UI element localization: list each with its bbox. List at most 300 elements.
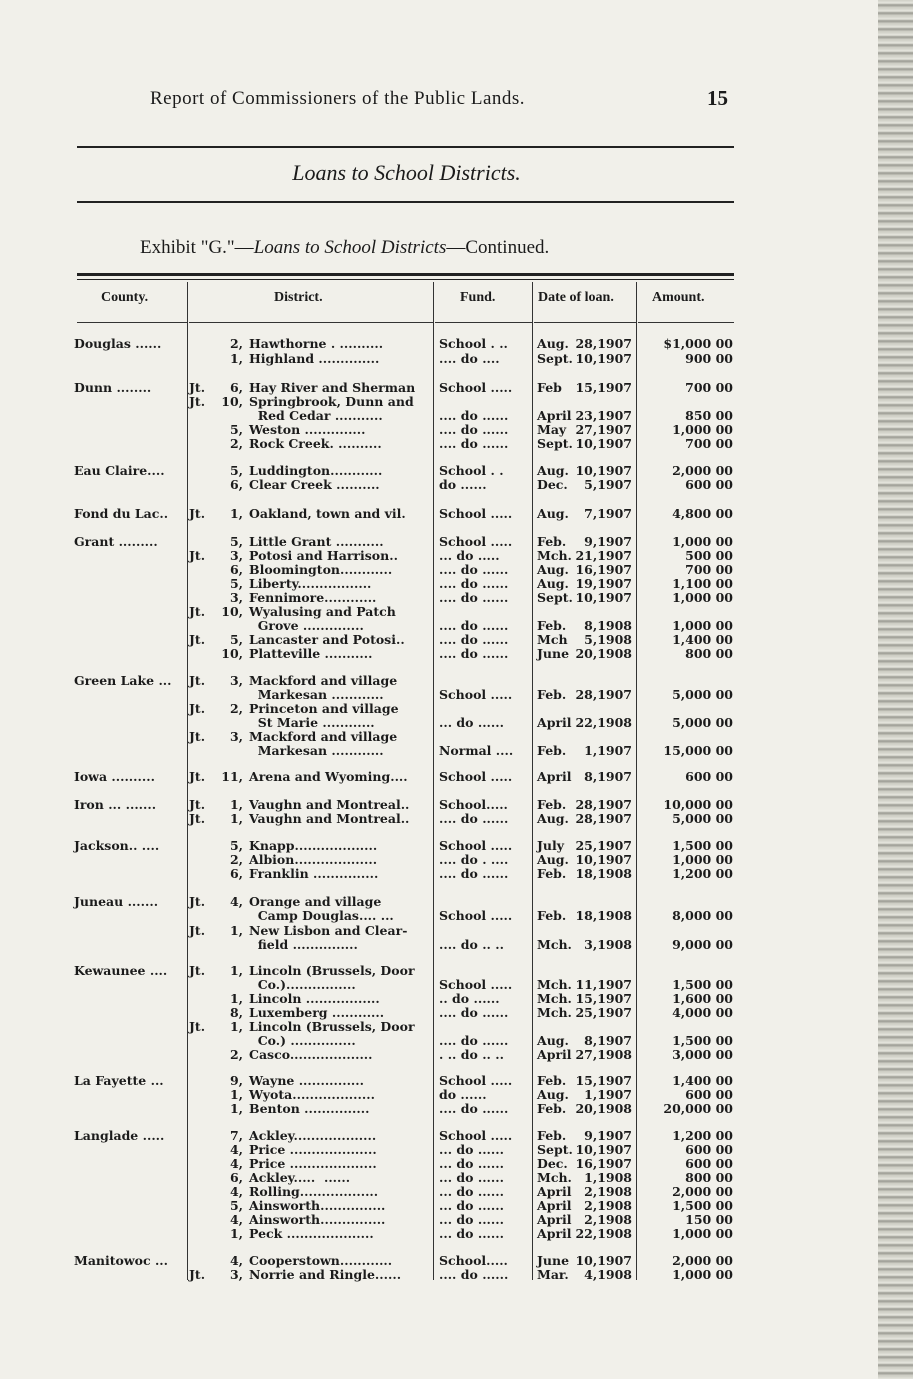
loan-month: Feb. — [537, 1128, 567, 1143]
loan-day-year: 2,1908 — [584, 1184, 632, 1199]
county-cell: Eau Claire.... — [74, 463, 165, 478]
amount-cell: 800 00 — [685, 1170, 733, 1185]
district-number: 5, — [229, 534, 243, 549]
loan-month: Feb. — [537, 797, 567, 812]
header-underline-district — [189, 322, 433, 323]
loan-day-year: 10,1907 — [575, 1142, 632, 1157]
district-number: 4, — [229, 1212, 243, 1227]
district-number: 5, — [229, 838, 243, 853]
district-number: 2, — [229, 436, 243, 451]
district-name: Knapp................... — [249, 838, 378, 853]
loan-day-year: 21,1907 — [575, 548, 632, 563]
district-number: 8, — [229, 1005, 243, 1020]
district-name: Grove .............. — [249, 618, 364, 633]
district-name: Orange and village — [249, 894, 382, 909]
loan-day-year: 22,1908 — [575, 1226, 632, 1241]
loan-month: Mch — [537, 632, 568, 647]
loan-day-year: 1,1907 — [584, 1087, 632, 1102]
loan-day-year: 28,1907 — [575, 336, 632, 351]
loan-month: Aug. — [537, 463, 569, 478]
district-name: Wyota................... — [249, 1087, 375, 1102]
district-name: Potosi and Harrison.. — [249, 548, 398, 563]
amount-cell: 1,100 00 — [672, 576, 733, 591]
district-name: Highland .............. — [249, 351, 380, 366]
district-name: Arena and Wyoming.... — [249, 769, 408, 784]
amount-cell: 4,800 00 — [672, 506, 733, 521]
book-page-edge — [878, 0, 913, 1379]
county-cell: La Fayette ... — [74, 1073, 164, 1088]
loan-month: Sept. — [537, 436, 573, 451]
amount-cell: 1,400 00 — [672, 632, 733, 647]
amount-cell: 3,000 00 — [672, 1047, 733, 1062]
loan-month: Mch. — [537, 977, 572, 992]
joint-marker: Jt. — [189, 797, 206, 812]
fund-cell: .... do ...... — [439, 1033, 509, 1048]
amount-cell: 1,200 00 — [672, 1128, 733, 1143]
district-number: 4, — [229, 1156, 243, 1171]
loan-day-year: 27,1908 — [575, 1047, 632, 1062]
county-cell: Iowa .......... — [74, 769, 155, 784]
header-underline-fund — [435, 322, 532, 323]
district-number: 10, — [221, 646, 243, 661]
loan-day-year: 7,1907 — [584, 506, 632, 521]
header-underline-amount — [638, 322, 734, 323]
district-number: 1, — [229, 963, 243, 978]
district-name: Mackford and village — [249, 673, 398, 688]
exhibit-suffix: —Continued. — [446, 237, 550, 258]
loan-month: April — [537, 1184, 572, 1199]
district-name: Franklin ............... — [249, 866, 379, 881]
loan-day-year: 2,1908 — [584, 1198, 632, 1213]
loan-month: Mch. — [537, 1005, 572, 1020]
district-number: 3, — [229, 1267, 243, 1282]
loan-day-year: 1,1908 — [584, 1170, 632, 1185]
loan-day-year: 16,1907 — [575, 1156, 632, 1171]
district-number: 4, — [229, 894, 243, 909]
fund-cell: ... do ...... — [439, 1198, 504, 1213]
fund-cell: School ..... — [439, 380, 513, 395]
district-name: St Marie ............ — [249, 715, 375, 730]
loan-month: Aug. — [537, 576, 569, 591]
district-name: field ............... — [249, 937, 358, 952]
loan-month: Sept. — [537, 351, 573, 366]
district-number: 7, — [229, 1128, 243, 1143]
district-number: 2, — [229, 701, 243, 716]
loan-day-year: 16,1907 — [575, 562, 632, 577]
loan-day-year: 5,1908 — [584, 632, 632, 647]
exhibit-title — [140, 237, 549, 259]
loan-month: July — [537, 838, 565, 853]
fund-cell: .... do ...... — [439, 1101, 509, 1116]
fund-cell: ... do ...... — [439, 715, 504, 730]
district-number: 4, — [229, 1142, 243, 1157]
joint-marker: Jt. — [189, 673, 206, 688]
loan-day-year: 10,1907 — [575, 590, 632, 605]
district-name: Mackford and village — [249, 729, 398, 744]
district-number: 3, — [229, 729, 243, 744]
loan-month: Feb — [537, 380, 562, 395]
district-number: 1, — [229, 811, 243, 826]
loan-day-year: 15,1907 — [575, 1073, 632, 1088]
fund-cell: .... do ...... — [439, 1267, 509, 1282]
fund-cell: School . .. — [439, 336, 508, 351]
loan-month: Dec. — [537, 1156, 568, 1171]
loan-month: Aug. — [537, 1087, 569, 1102]
amount-cell: 600 00 — [685, 1142, 733, 1157]
amount-cell: 600 00 — [685, 1087, 733, 1102]
joint-marker: Jt. — [189, 506, 206, 521]
fund-cell: ... do ...... — [439, 1142, 504, 1157]
amount-cell: 900 00 — [685, 351, 733, 366]
loan-month: April — [537, 408, 572, 423]
district-number: 6, — [229, 380, 243, 395]
district-number: 2, — [229, 1047, 243, 1062]
loan-day-year: 20,1908 — [575, 646, 632, 661]
district-name: Luddington............ — [249, 463, 383, 478]
joint-marker: Jt. — [189, 380, 206, 395]
loan-month: Feb. — [537, 866, 567, 881]
district-name: Norrie and Ringle...... — [249, 1267, 402, 1282]
fund-cell: School ..... — [439, 506, 513, 521]
fund-cell: .... do ...... — [439, 618, 509, 633]
loan-day-year: 10,1907 — [575, 351, 632, 366]
loan-day-year: 9,1907 — [584, 1128, 632, 1143]
district-name: Hawthorne . .......... — [249, 336, 384, 351]
amount-cell: 500 00 — [685, 548, 733, 563]
loan-day-year: 8,1907 — [584, 1033, 632, 1048]
loan-day-year: 9,1907 — [584, 534, 632, 549]
fund-cell: School ..... — [439, 1073, 513, 1088]
district-number: 1, — [229, 991, 243, 1006]
loan-month: Mch. — [537, 1170, 572, 1185]
loan-month: Feb. — [537, 687, 567, 702]
fund-cell: School..... — [439, 797, 508, 812]
loan-day-year: 10,1907 — [575, 463, 632, 478]
loan-month: April — [537, 1047, 572, 1062]
district-name: Liberty................. — [249, 576, 372, 591]
loan-month: Feb. — [537, 743, 567, 758]
loan-month: May — [537, 422, 567, 437]
joint-marker: Jt. — [189, 604, 206, 619]
district-name: Ainsworth............... — [249, 1198, 386, 1213]
fund-cell: School ..... — [439, 1128, 513, 1143]
county-cell: Grant ......... — [74, 534, 158, 549]
district-name: Clear Creek .......... — [249, 477, 380, 492]
district-number: 1, — [229, 1226, 243, 1241]
fund-cell: School ..... — [439, 838, 513, 853]
county-cell: Fond du Lac.. — [74, 506, 169, 521]
loan-month: April — [537, 715, 572, 730]
amount-cell: 2,000 00 — [672, 463, 733, 478]
county-cell: Green Lake ... — [74, 673, 172, 688]
fund-cell: School . . — [439, 463, 504, 478]
district-number: 1, — [229, 1019, 243, 1034]
county-cell: Langlade ..... — [74, 1128, 165, 1143]
amount-cell: 1,000 00 — [672, 422, 733, 437]
loan-day-year: 18,1908 — [575, 908, 632, 923]
amount-cell: 600 00 — [685, 1156, 733, 1171]
loan-month: Feb. — [537, 1073, 567, 1088]
loan-day-year: 20,1908 — [575, 1101, 632, 1116]
district-name: Lincoln ................. — [249, 991, 380, 1006]
district-name: Vaughn and Montreal.. — [249, 811, 410, 826]
district-name: Ackley..... ...... — [249, 1170, 351, 1185]
district-number: 1, — [229, 1101, 243, 1116]
district-name: Ainsworth............... — [249, 1212, 386, 1227]
amount-cell: 850 00 — [685, 408, 733, 423]
district-name: Cooperstown............ — [249, 1253, 393, 1268]
running-header: Report of Commissioners of the Public Lands. — [150, 88, 526, 109]
district-name: Hay River and Sherman — [249, 380, 416, 395]
loan-month: Feb. — [537, 534, 567, 549]
fund-cell: .... do ...... — [439, 576, 509, 591]
fund-cell: .... do ...... — [439, 811, 509, 826]
district-number: 1, — [229, 1087, 243, 1102]
loan-month: April — [537, 769, 572, 784]
fund-cell: Normal .... — [439, 743, 514, 758]
district-number: 6, — [229, 477, 243, 492]
fund-cell: ... do ..... — [439, 548, 500, 563]
loan-month: Aug. — [537, 1033, 569, 1048]
amount-cell: 10,000 00 — [663, 797, 733, 812]
loan-day-year: 1,1907 — [584, 743, 632, 758]
amount-cell: 600 00 — [685, 477, 733, 492]
col-header-county: County. — [101, 290, 149, 305]
fund-cell: .... do ...... — [439, 562, 509, 577]
amount-cell: 1,000 00 — [672, 1226, 733, 1241]
fund-cell: .... do .... — [439, 351, 500, 366]
amount-cell: 8,000 00 — [672, 908, 733, 923]
district-name: New Lisbon and Clear- — [249, 923, 408, 938]
county-cell: Manitowoc ... — [74, 1253, 169, 1268]
loan-month: Sept. — [537, 1142, 573, 1157]
joint-marker: Jt. — [189, 894, 206, 909]
fund-cell: . .. do .. .. — [439, 1047, 504, 1062]
amount-cell: 15,000 00 — [663, 743, 733, 758]
district-number: 5, — [229, 576, 243, 591]
fund-cell: .... do ...... — [439, 646, 509, 661]
district-number: 11, — [221, 769, 243, 784]
amount-cell: 4,000 00 — [672, 1005, 733, 1020]
district-name: Wayne ............... — [249, 1073, 364, 1088]
district-number: 6, — [229, 1170, 243, 1185]
joint-marker: Jt. — [189, 632, 206, 647]
fund-cell: School ..... — [439, 908, 513, 923]
district-name: Rock Creek. .......... — [249, 436, 382, 451]
district-number: 2, — [229, 336, 243, 351]
district-name: Weston .............. — [249, 422, 366, 437]
col-divider-3 — [532, 282, 533, 1280]
amount-cell: 1,000 00 — [672, 852, 733, 867]
fund-cell: do ...... — [439, 477, 487, 492]
amount-cell: 2,000 00 — [672, 1253, 733, 1268]
amount-cell: 800 00 — [685, 646, 733, 661]
district-number: 3, — [229, 673, 243, 688]
district-name: Camp Douglas.... ... — [249, 908, 394, 923]
col-divider-2 — [433, 282, 434, 1280]
amount-cell: 150 00 — [685, 1212, 733, 1227]
table-top-rule-thin — [77, 279, 734, 280]
fund-cell: .... do ...... — [439, 590, 509, 605]
loan-day-year: 28,1907 — [575, 797, 632, 812]
joint-marker: Jt. — [189, 394, 206, 409]
fund-cell: .... do . .... — [439, 852, 509, 867]
loan-month: Feb. — [537, 908, 567, 923]
fund-cell: .... do ...... — [439, 632, 509, 647]
county-cell: Dunn ........ — [74, 380, 152, 395]
district-number: 5, — [229, 1198, 243, 1213]
joint-marker: Jt. — [189, 729, 206, 744]
amount-cell: 5,000 00 — [672, 811, 733, 826]
joint-marker: Jt. — [189, 548, 206, 563]
district-number: 1, — [229, 506, 243, 521]
section-rule — [77, 201, 734, 203]
district-number: 1, — [229, 923, 243, 938]
fund-cell: School ..... — [439, 534, 513, 549]
fund-cell: ... do ...... — [439, 1184, 504, 1199]
district-number: 5, — [229, 422, 243, 437]
amount-cell: 1,500 00 — [672, 977, 733, 992]
district-name: Markesan ............ — [249, 743, 384, 758]
amount-cell: 9,000 00 — [672, 937, 733, 952]
fund-cell: do ...... — [439, 1087, 487, 1102]
district-name: Rolling.................. — [249, 1184, 379, 1199]
fund-cell: .. do ...... — [439, 991, 500, 1006]
amount-cell: 1,500 00 — [672, 1033, 733, 1048]
amount-cell: 700 00 — [685, 380, 733, 395]
district-number: 9, — [229, 1073, 243, 1088]
amount-cell: 1,000 00 — [672, 618, 733, 633]
district-name: Casco................... — [249, 1047, 373, 1062]
header-underline-date — [534, 322, 636, 323]
loan-month: Aug. — [537, 811, 569, 826]
district-name: Oakland, town and vil. — [249, 506, 406, 521]
amount-cell: 1,000 00 — [672, 590, 733, 605]
county-cell: Jackson.. .... — [74, 838, 160, 853]
district-name: Little Grant ........... — [249, 534, 384, 549]
loan-day-year: 15,1907 — [575, 991, 632, 1006]
loan-day-year: 10,1907 — [575, 1253, 632, 1268]
fund-cell: .... do ...... — [439, 866, 509, 881]
page-number: 15 — [707, 86, 728, 110]
district-name: Vaughn and Montreal.. — [249, 797, 410, 812]
joint-marker: Jt. — [189, 1019, 206, 1034]
loan-day-year: 8,1908 — [584, 618, 632, 633]
district-number: 6, — [229, 866, 243, 881]
amount-cell: 1,000 00 — [672, 1267, 733, 1282]
loan-day-year: 10,1907 — [575, 436, 632, 451]
loan-day-year: 10,1907 — [575, 852, 632, 867]
loan-day-year: 15,1907 — [575, 380, 632, 395]
district-name: Lincoln (Brussels, Door — [249, 1019, 415, 1034]
loan-month: Mch. — [537, 548, 572, 563]
loan-month: June — [537, 1253, 570, 1268]
district-number: 5, — [229, 632, 243, 647]
amount-cell: 1,500 00 — [672, 838, 733, 853]
loan-month: Dec. — [537, 477, 568, 492]
loan-month: Sept. — [537, 590, 573, 605]
district-number: 4, — [229, 1184, 243, 1199]
loan-month: Mar. — [537, 1267, 569, 1282]
district-name: Red Cedar ........... — [249, 408, 383, 423]
loan-day-year: 25,1907 — [575, 1005, 632, 1020]
loan-day-year: 11,1907 — [575, 977, 632, 992]
amount-cell: 1,000 00 — [672, 534, 733, 549]
joint-marker: Jt. — [189, 923, 206, 938]
district-name: Albion................... — [249, 852, 378, 867]
district-number: 5, — [229, 463, 243, 478]
loan-month: Aug. — [537, 852, 569, 867]
loan-day-year: 27,1907 — [575, 422, 632, 437]
header-underline-county — [77, 322, 187, 323]
joint-marker: Jt. — [189, 769, 206, 784]
district-name: Lancaster and Potosi.. — [249, 632, 405, 647]
loan-month: Aug. — [537, 506, 569, 521]
district-number: 2, — [229, 852, 243, 867]
loan-month: April — [537, 1226, 572, 1241]
col-header-amount: Amount. — [652, 290, 705, 305]
district-name: Luxemberg ............ — [249, 1005, 385, 1020]
loan-day-year: 28,1907 — [575, 811, 632, 826]
fund-cell: .... do ...... — [439, 1005, 509, 1020]
col-header-fund: Fund. — [460, 290, 496, 305]
fund-cell: ... do ...... — [439, 1156, 504, 1171]
joint-marker: Jt. — [189, 701, 206, 716]
fund-cell: ... do ...... — [439, 1170, 504, 1185]
loan-day-year: 4,1908 — [584, 1267, 632, 1282]
district-name: Markesan ............ — [249, 687, 384, 702]
district-number: 1, — [229, 351, 243, 366]
district-name: Ackley................... — [249, 1128, 377, 1143]
exhibit-prefix: Exhibit "G."— — [140, 237, 254, 258]
loan-day-year: 23,1907 — [575, 408, 632, 423]
district-name: Benton ............... — [249, 1101, 370, 1116]
fund-cell: School ..... — [439, 977, 513, 992]
fund-cell: ... do ...... — [439, 1226, 504, 1241]
fund-cell: ... do ...... — [439, 1212, 504, 1227]
fund-cell: .... do ...... — [439, 422, 509, 437]
amount-cell: 1,200 00 — [672, 866, 733, 881]
amount-cell: 600 00 — [685, 769, 733, 784]
district-name: Wyalusing and Patch — [249, 604, 396, 619]
joint-marker: Jt. — [189, 811, 206, 826]
district-name: Springbrook, Dunn and — [249, 394, 414, 409]
amount-cell: 1,500 00 — [672, 1198, 733, 1213]
table-top-rule — [77, 273, 734, 276]
amount-cell: 5,000 00 — [672, 715, 733, 730]
col-divider-1 — [187, 282, 188, 1280]
joint-marker: Jt. — [189, 1267, 206, 1282]
district-name: Price .................... — [249, 1142, 377, 1157]
loan-day-year: 18,1908 — [575, 866, 632, 881]
fund-cell: .... do ...... — [439, 436, 509, 451]
loan-month: Aug. — [537, 336, 569, 351]
col-divider-4 — [636, 282, 637, 1280]
district-name: Peck .................... — [249, 1226, 374, 1241]
loan-month: Mch. — [537, 937, 572, 952]
district-name: Lincoln (Brussels, Door — [249, 963, 415, 978]
district-name: Price .................... — [249, 1156, 377, 1171]
district-name: Princeton and village — [249, 701, 399, 716]
district-number: 6, — [229, 562, 243, 577]
district-number: 4, — [229, 1253, 243, 1268]
fund-cell: .... do .. .. — [439, 937, 504, 952]
district-number: 1, — [229, 797, 243, 812]
fund-cell: School ..... — [439, 687, 513, 702]
loan-day-year: 3,1908 — [584, 937, 632, 952]
amount-cell: 700 00 — [685, 562, 733, 577]
district-name: Fennimore............ — [249, 590, 377, 605]
